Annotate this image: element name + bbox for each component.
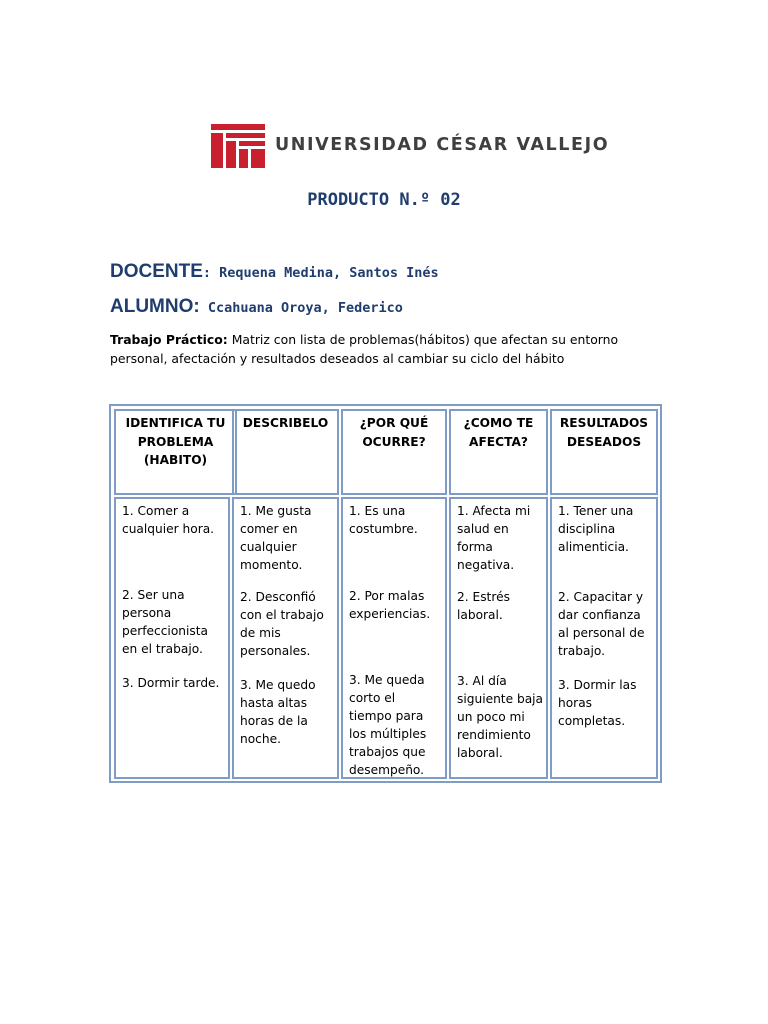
list-item: 1. Me gusta comer en cualquier momento.	[240, 504, 312, 572]
list-item: 2. Desconfió con el trabajo de mis personales.	[240, 590, 324, 658]
header-cell-por-que: ¿POR QUÉ OCURRE?	[341, 409, 447, 495]
column-por-que	[341, 497, 447, 779]
docente-value: : Requena Medina, Santos Inés	[202, 265, 439, 281]
ucv-shield-icon	[211, 124, 265, 168]
page-title: PRODUCTO N.º 02	[307, 190, 461, 210]
header-cell-problema: IDENTIFICA TU PROBLEMA (HABITO)	[114, 409, 237, 495]
alumno-label: ALUMNO:	[110, 296, 200, 317]
list-item: 3. Dormir las horas completas.	[558, 678, 637, 728]
list-item: 1. Comer a cualquier hora.	[122, 504, 215, 536]
list-item: 1. Tener una disciplina alimenticia.	[558, 504, 634, 554]
list-item: 1. Afecta mi salud en forma negativa.	[457, 504, 531, 572]
header-cell-como-afecta: ¿COMO TE AFECTA?	[449, 409, 548, 495]
header-cell-describelo: DESCRIBELO	[232, 409, 339, 495]
alumno-line	[110, 296, 403, 318]
list-item: 3. Dormir tarde.	[122, 676, 220, 690]
column-describelo	[232, 497, 339, 779]
column-resultados	[550, 497, 658, 779]
assignment-label: Trabajo Práctico:	[110, 332, 228, 347]
assignment-text: Matriz con lista de problemas(hábitos) que afectan su entorno personal, afectación y resultados deseados al cambiar su ciclo del hábito	[110, 332, 619, 366]
list-item: 1. Es una costumbre.	[349, 504, 418, 536]
header-cell-resultados: RESULTADOS DESEADOS	[550, 409, 658, 495]
list-item: 3. Me quedo hasta altas horas de la noche.	[240, 678, 316, 746]
docente-line	[110, 261, 439, 283]
column-problema	[114, 497, 230, 779]
list-item: 2. Por malas experiencias.	[349, 589, 431, 621]
university-logo	[211, 124, 610, 168]
list-item: 2. Ser una persona perfeccionista en el trabajo.	[122, 588, 208, 656]
list-item: 2. Estrés laboral.	[457, 590, 510, 622]
column-como-afecta	[449, 497, 548, 779]
list-item: 3. Al día siguiente baja un poco mi rendimiento laboral.	[457, 674, 544, 760]
list-item: 3. Me queda corto el tiempo para los múltiples trabajos que desempeño.	[349, 673, 427, 777]
list-item: 2. Capacitar y dar confianza al personal de trabajo.	[558, 590, 645, 658]
alumno-value: Ccahuana Oroya, Federico	[199, 300, 403, 316]
docente-label: DOCENTE	[110, 261, 203, 282]
assignment-description	[110, 330, 630, 368]
habits-matrix-table	[109, 404, 662, 783]
university-name: UNIVERSIDAD CÉSAR VALLEJO	[275, 135, 610, 155]
